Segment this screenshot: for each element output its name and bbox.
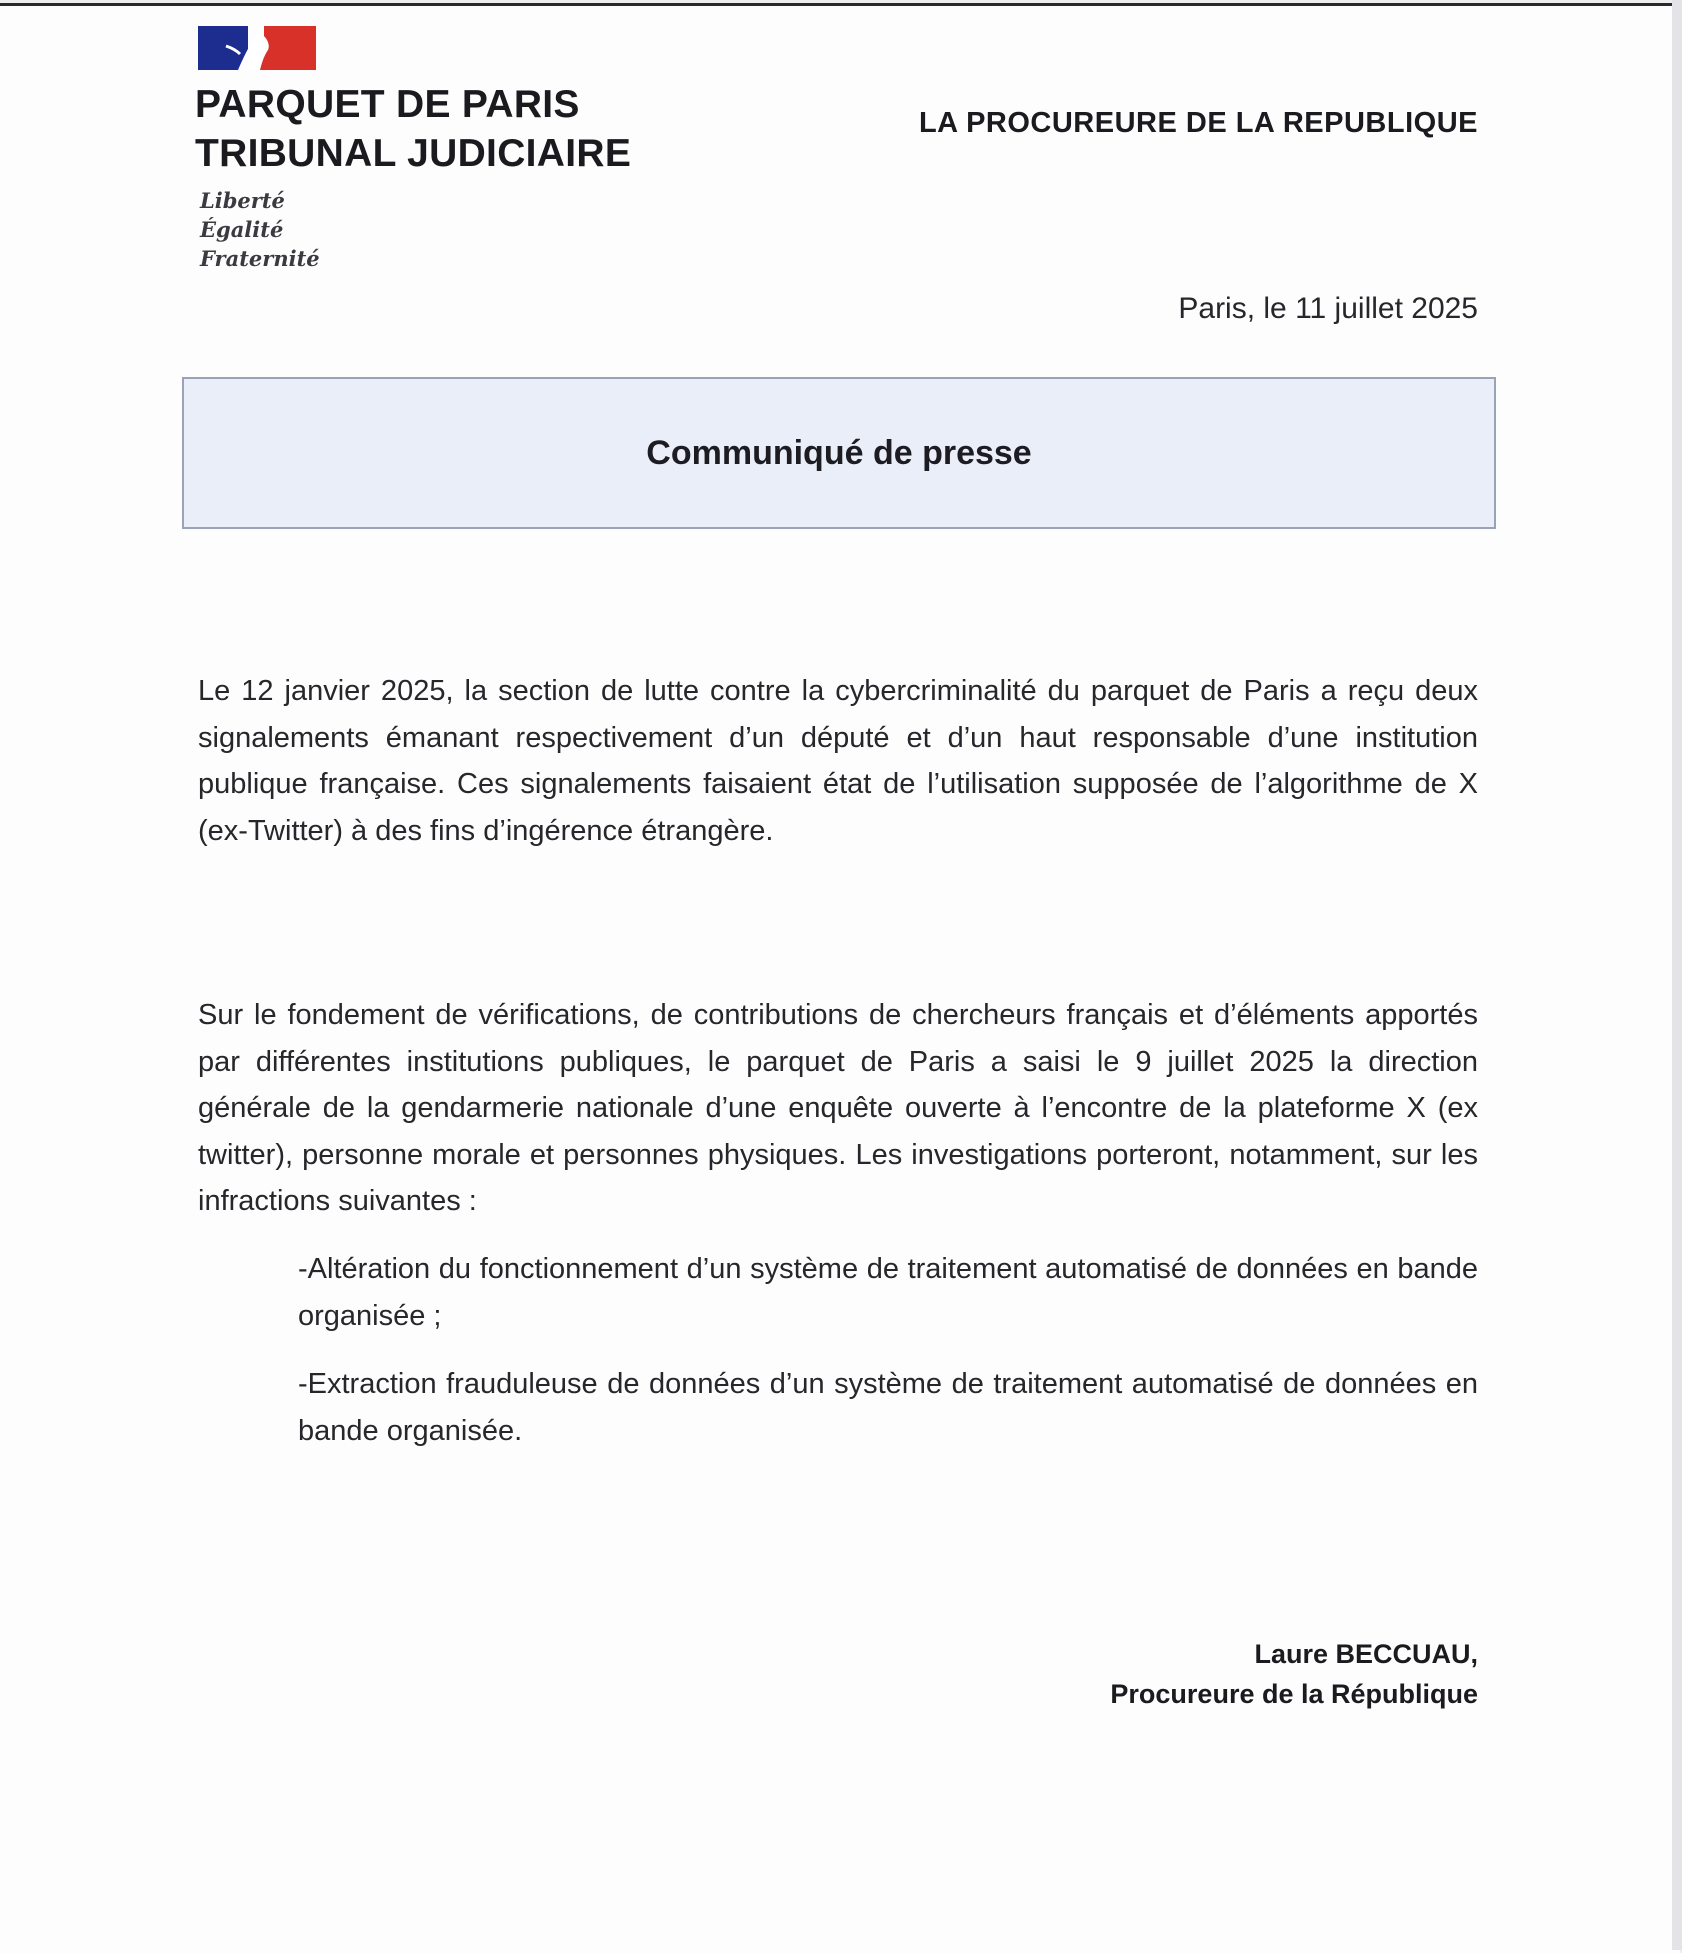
right-edge-border bbox=[1672, 0, 1682, 1950]
paragraph-investigation: Sur le fondement de vérifications, de contributions de chercheurs français et d’éléments apportés par différentes institutions publiques, le parquet de Paris a saisi le 9 juillet 2025 la direction générale de la gendarmerie nationale d’une enquête ouverte à l’encontre de la plateforme X (ex twitter), personne morale et personnes physiques. Les investigations porteront, notamment, sur les infractions suivantes : bbox=[198, 999, 1478, 1217]
document-date: Paris, le 11 juillet 2025 bbox=[1178, 292, 1478, 325]
offense-item: -Extraction frauduleuse de données d’un système de traitement automatisé de données en bande organisée. bbox=[298, 1368, 1478, 1447]
motto-egalite: Égalité bbox=[200, 217, 284, 242]
signatory-title: Procureure de la République bbox=[1110, 1679, 1478, 1709]
signature-block bbox=[1110, 1634, 1478, 1714]
press-release-page bbox=[0, 3, 1680, 1953]
prosecutor-office-heading: LA PROCUREURE DE LA REPUBLIQUE bbox=[918, 107, 1478, 139]
issuing-organization bbox=[195, 80, 631, 178]
republic-motto bbox=[200, 186, 320, 273]
paragraph-intro: Le 12 janvier 2025, la section de lutte contre la cybercriminalité du parquet de Paris a reçu deux signalements émanant respectivement d’un député et d’un haut responsable d’une institution publique française. Ces signalements faisaient état de l’utilisation supposée de l’algorithme de X (ex-Twitter) à des fins d’ingérence étrangère. bbox=[198, 675, 1478, 847]
motto-liberte: Liberté bbox=[200, 188, 285, 213]
org-name-parquet: PARQUET DE PARIS bbox=[195, 83, 580, 126]
flag-red-band bbox=[260, 26, 316, 70]
offense-item: -Altération du fonctionnement d’un système de traitement automatisé de données en bande organisée ; bbox=[298, 1253, 1478, 1332]
flag-blue-band bbox=[198, 26, 248, 70]
motto-fraternite: Fraternité bbox=[200, 246, 320, 271]
press-release-banner bbox=[182, 377, 1496, 529]
org-name-tribunal: TRIBUNAL JUDICIAIRE bbox=[195, 132, 632, 175]
marianne-flag-logo bbox=[198, 26, 316, 70]
banner-title: Communiqué de presse bbox=[646, 433, 1032, 472]
signatory-name: Laure BECCUAU, bbox=[1254, 1639, 1478, 1669]
